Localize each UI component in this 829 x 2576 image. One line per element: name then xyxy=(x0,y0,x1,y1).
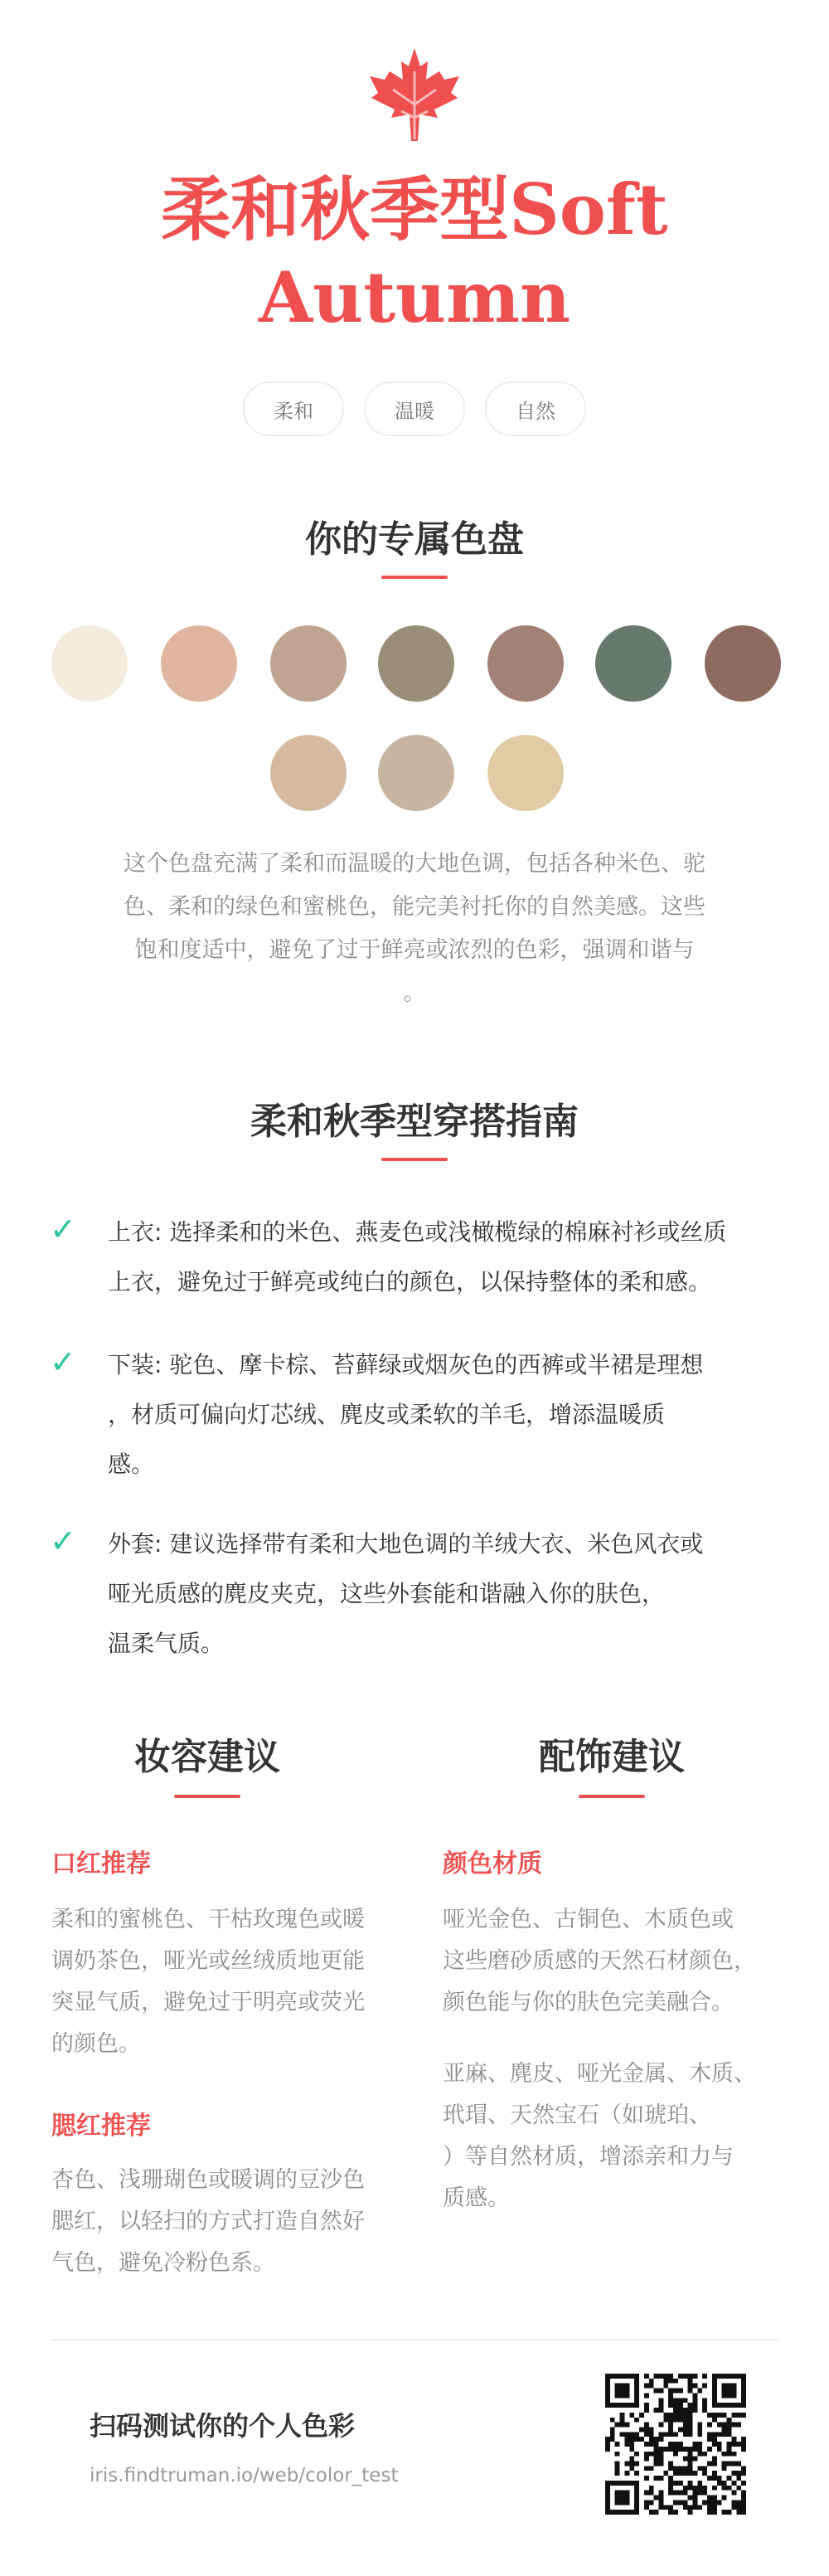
swatch-7 xyxy=(705,625,781,702)
guide-line: 感。 xyxy=(108,1451,155,1478)
swatch-9 xyxy=(378,735,454,811)
guide-line: 外套: 建议选择带有柔和大地色调的羊绒大衣、米色风衣或 xyxy=(108,1530,704,1558)
swatch-6 xyxy=(595,625,671,702)
swatch-10 xyxy=(487,735,564,811)
lipstick-title: 口红推荐 xyxy=(51,1849,151,1879)
footer-url[interactable]: iris.findtruman.io/web/color_test xyxy=(90,2465,399,2486)
title-line-1: 柔和秋季型Soft xyxy=(161,168,668,250)
lipstick-text xyxy=(51,1899,391,2065)
accessories-title-underline xyxy=(579,1795,645,1798)
guide-item-tops xyxy=(50,1208,779,1307)
text-line: 亚麻、麂皮、哑光金属、木质、 xyxy=(443,2061,756,2087)
guide-item-text xyxy=(108,1208,779,1307)
text-line: 腮红，以轻扫的方式打造自然好 xyxy=(51,2209,365,2234)
text-line: 质感。 xyxy=(443,2185,510,2211)
swatch-5 xyxy=(487,625,564,702)
guide-item-outerwear xyxy=(50,1519,779,1669)
text-line: 调奶茶色，哑光或丝绒质地更能 xyxy=(51,1948,365,1974)
guide-line: 哑光质感的麂皮夹克，这些外套能和谐融入你的肤色， xyxy=(108,1580,666,1607)
palette-title: 你的专属色盘 xyxy=(305,518,524,561)
palette-desc-line: 这个色盘充满了柔和而温暖的大地色调，包括各种米色、驼 xyxy=(124,851,705,877)
blush-title: 腮红推荐 xyxy=(51,2112,151,2141)
guide-line: 温柔气质。 xyxy=(108,1630,225,1657)
palette-desc-line: 。 xyxy=(403,980,426,1006)
material-text xyxy=(443,1899,783,2024)
swatch-3 xyxy=(270,625,347,702)
material-title: 颜色材质 xyxy=(443,1849,542,1879)
text-line: 突显气质，避免过于明亮或荧光 xyxy=(51,1990,365,2015)
text-line: 哑光金色、古铜色、木质色或 xyxy=(443,1907,734,1932)
check-icon: ✓ xyxy=(50,1344,76,1380)
swatch-4 xyxy=(378,625,454,702)
guide-line: 下装: 驼色、摩卡棕、苔藓绿或烟灰色的西裤或半裙是理想 xyxy=(108,1351,704,1378)
guide-item-text xyxy=(108,1340,779,1490)
accessories-title: 配饰建议 xyxy=(539,1736,685,1778)
footer-divider xyxy=(50,2339,779,2340)
palette-desc-line: 饱和度适中，避免了过于鲜亮或浓烈的色彩，强调和谐与 xyxy=(134,937,695,963)
page-title xyxy=(0,166,829,342)
text-line: 柔和的蜜桃色、干枯玫瑰色或暖 xyxy=(51,1907,365,1932)
guide-line: ，材质可偏向灯芯绒、麂皮或柔软的羊毛，增添温暖质 xyxy=(108,1401,666,1428)
guide-item-text xyxy=(108,1519,779,1669)
makeup-title-underline xyxy=(174,1795,240,1798)
tag-list xyxy=(0,382,829,436)
swatch-2 xyxy=(161,625,237,702)
title-line-2: Autumn xyxy=(258,256,571,338)
maple-leaf-icon xyxy=(368,46,461,143)
tag-soft: 柔和 xyxy=(243,382,344,436)
check-icon: ✓ xyxy=(50,1523,76,1559)
palette-title-underline xyxy=(381,576,448,579)
check-icon: ✓ xyxy=(50,1211,76,1247)
text-line: 的颜色。 xyxy=(51,2031,141,2057)
guide-line: 上衣，避免过于鲜亮或纯白的颜色，以保持整体的柔和感。 xyxy=(108,1268,712,1295)
guide-item-bottoms xyxy=(50,1340,779,1490)
text-line: ）等自然材质，增添亲和力与 xyxy=(443,2144,734,2170)
text-line: 气色，避免冷粉色系。 xyxy=(51,2250,275,2276)
palette-desc-line: 色、柔和的绿色和蜜桃色，能完美衬托你的自然美感。这些 xyxy=(124,894,705,920)
material-text-2 xyxy=(443,2054,783,2219)
text-line: 杏色、浅珊瑚色或暖调的豆沙色 xyxy=(51,2167,365,2193)
tag-warm: 温暖 xyxy=(364,382,465,436)
guide-title: 柔和秋季型穿搭指南 xyxy=(250,1101,579,1143)
qr-code-icon[interactable] xyxy=(605,2374,746,2515)
footer-title: 扫码测试你的个人色彩 xyxy=(90,2410,356,2442)
guide-title-underline xyxy=(381,1158,448,1161)
swatch-8 xyxy=(270,735,347,811)
guide-line: 上衣: 选择柔和的米色、燕麦色或浅橄榄绿的棉麻衬衫或丝质 xyxy=(108,1218,727,1246)
blush-text xyxy=(51,2160,391,2284)
palette-description xyxy=(83,843,746,1015)
text-line: 颜色能与你的肤色完美融合。 xyxy=(443,1990,734,2015)
swatch-1 xyxy=(51,625,128,702)
makeup-title: 妆容建议 xyxy=(134,1736,280,1778)
text-line: 玳瑁、天然宝石（如琥珀、 xyxy=(443,2102,711,2128)
text-line: 这些磨砂质感的天然石材颜色， xyxy=(443,1948,756,1974)
tag-natural: 自然 xyxy=(485,382,586,436)
